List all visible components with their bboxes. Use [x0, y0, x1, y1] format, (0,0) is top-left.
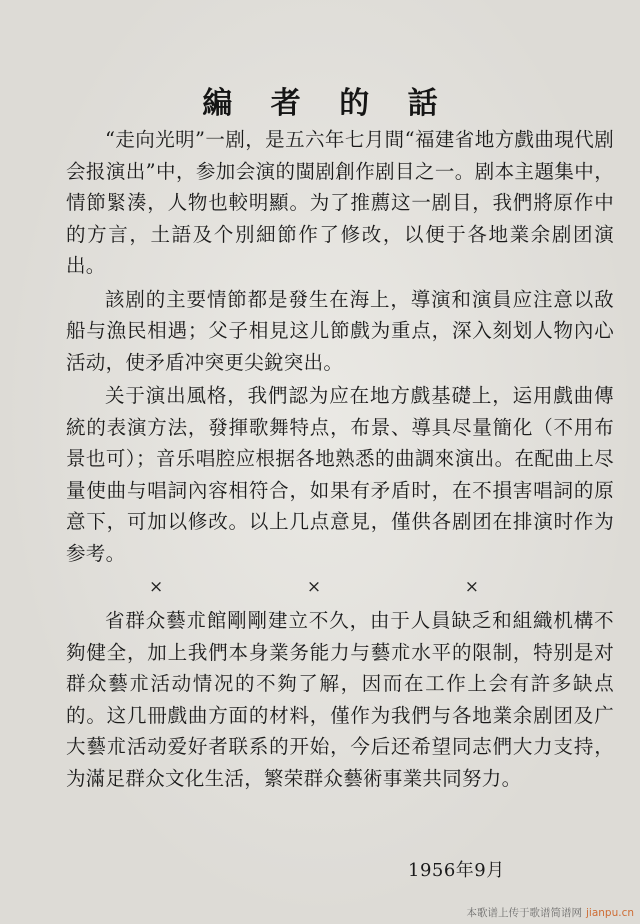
paragraph-3: 关于演出風格，我們認为应在地方戲基礎上，运用戲曲傳統的表演方法，發揮歌舞特点，布景、導具尽量簡化（不用布景也可）；音乐唱腔应根据各地熟悉的曲調來演出。在配曲上尽量使曲与唱詞內容相符合，如果有矛盾时，在不損害唱詞的原意下，可加以修改。以上几点意見，僅供各剧团在排演时作为参考。 — [66, 384, 614, 565]
separator-mark: × — [306, 577, 322, 597]
page-title: 編 者 的 話 — [202, 86, 452, 121]
watermark-text: 本歌谱上传于歌谱简谱网 — [466, 907, 582, 919]
section-separator — [149, 569, 479, 605]
publication-date: 1956年9月 — [408, 860, 505, 881]
separator-mark: × — [464, 577, 479, 597]
paragraph-4: 省群众藝朮館剛剛建立不久，由于人員缺乏和組織机構不夠健全，加上我們本身業务能力与藝朮水平的限制，特别是对群众藝朮活动情况的不夠了解，因而在工作上会有許多缺点的。这几冊戲曲方面的材料，僅作为我們与各地業余剧团及广大藝朮活动爱好者联系的开始，今后还希望同志們大力支持，为滿足群众文化生活，繁荣群众藝術事業共同努力。 — [66, 609, 614, 790]
watermark — [466, 905, 634, 920]
separator-mark: × — [149, 577, 164, 597]
paragraph-1: “走向光明”一剧，是五六年七月間“福建省地方戲曲現代剧会报演出”中，参加会演的閩剧創作剧目之一。剧本主題集中，情節緊湊，人物也較明顯。为了推薦这一剧目，我們將原作中的方言，土語及个別細節作了修改，以便于各地業余剧团演出。 — [66, 128, 614, 277]
paragraph-2: 該剧的主要情節都是發生在海上，導演和演員应注意以敌船与漁民相遇；父子相見这儿節戲为重点，深入刻划人物內心活动，使矛盾冲突更尖銳突出。 — [66, 287, 614, 374]
article-body — [66, 124, 614, 794]
watermark-url: jianpu.cn — [585, 907, 634, 919]
